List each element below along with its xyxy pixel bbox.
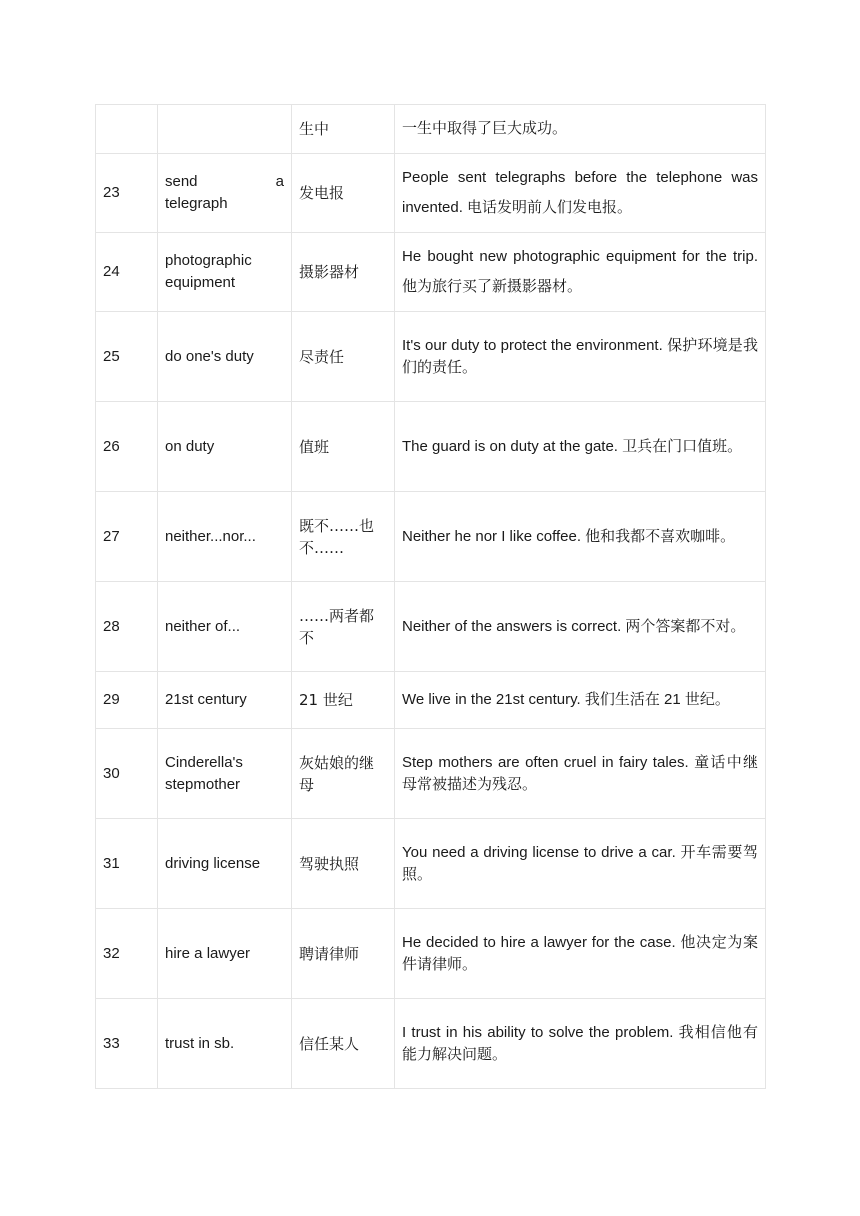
table-row — [96, 154, 766, 233]
chinese-meaning-cell: 尽责任 — [292, 312, 395, 402]
chinese-meaning-cell: 既不……也不…… — [292, 492, 395, 582]
vocabulary-table — [95, 104, 766, 1089]
example-sentence-cell: We live in the 21st century. 我们生活在 21 世纪。 — [395, 672, 766, 729]
example-sentence-cell: He bought new photographic equipment for the trip. 他为旅行买了新摄影器材。 — [395, 233, 766, 312]
chinese-meaning-cell: 摄影器材 — [292, 233, 395, 312]
table-row — [96, 999, 766, 1089]
row-number: 27 — [96, 492, 158, 582]
chinese-meaning-cell: 信任某人 — [292, 999, 395, 1089]
row-number: 29 — [96, 672, 158, 729]
table-row — [96, 729, 766, 819]
phrase-cell — [158, 105, 292, 154]
example-sentence-cell: Neither of the answers is correct. 两个答案都不对。 — [395, 582, 766, 672]
row-number: 32 — [96, 909, 158, 999]
table-row — [96, 105, 766, 154]
row-number: 28 — [96, 582, 158, 672]
row-number: 26 — [96, 402, 158, 492]
table-row — [96, 233, 766, 312]
chinese-meaning-cell: 驾驶执照 — [292, 819, 395, 909]
example-sentence-cell: Neither he nor I like coffee. 他和我都不喜欢咖啡。 — [395, 492, 766, 582]
phrase-word: telegraph — [165, 195, 228, 212]
row-number: 25 — [96, 312, 158, 402]
row-number: 24 — [96, 233, 158, 312]
row-number: 23 — [96, 154, 158, 233]
table-row — [96, 819, 766, 909]
example-sentence-cell: The guard is on duty at the gate. 卫兵在门口值班。 — [395, 402, 766, 492]
example-sentence-cell: Step mothers are often cruel in fairy tales. 童话中继母常被描述为残忍。 — [395, 729, 766, 819]
example-sentence-cell: You need a driving license to drive a car. 开车需要驾照。 — [395, 819, 766, 909]
example-sentence-cell: It's our duty to protect the environment. 保护环境是我们的责任。 — [395, 312, 766, 402]
chinese-meaning-cell: 值班 — [292, 402, 395, 492]
example-sentence-cell: 一生中取得了巨大成功。 — [395, 105, 766, 154]
chinese-meaning-cell: ……两者都不 — [292, 582, 395, 672]
phrase-cell: driving license — [158, 819, 292, 909]
table-row — [96, 582, 766, 672]
table-row — [96, 909, 766, 999]
row-number: 30 — [96, 729, 158, 819]
phrase-word: send — [165, 173, 198, 190]
phrase-cell: neither...nor... — [158, 492, 292, 582]
example-sentence-cell: He decided to hire a lawyer for the case. 他决定为案件请律师。 — [395, 909, 766, 999]
example-sentence-cell: People sent telegraphs before the telephone was invented. 电话发明前人们发电报。 — [395, 154, 766, 233]
chinese-meaning-cell: 灰姑娘的继母 — [292, 729, 395, 819]
phrase-cell: neither of... — [158, 582, 292, 672]
chinese-meaning-cell: 21 世纪 — [292, 672, 395, 729]
table-row — [96, 312, 766, 402]
table-row — [96, 672, 766, 729]
row-number: 33 — [96, 999, 158, 1089]
table-row — [96, 492, 766, 582]
row-number — [96, 105, 158, 154]
phrase-cell: Cinderella's stepmother — [158, 729, 292, 819]
example-sentence-cell: I trust in his ability to solve the problem. 我相信他有能力解决问题。 — [395, 999, 766, 1089]
phrase-cell: do one's duty — [158, 312, 292, 402]
row-number: 31 — [96, 819, 158, 909]
phrase-cell: photographic equipment — [158, 233, 292, 312]
chinese-meaning-cell: 生中 — [292, 105, 395, 154]
chinese-meaning-cell: 聘请律师 — [292, 909, 395, 999]
phrase-cell — [158, 154, 292, 233]
phrase-cell: hire a lawyer — [158, 909, 292, 999]
table-row — [96, 402, 766, 492]
chinese-meaning-cell: 发电报 — [292, 154, 395, 233]
phrase-cell: on duty — [158, 402, 292, 492]
phrase-cell: trust in sb. — [158, 999, 292, 1089]
phrase-word: a — [275, 173, 284, 190]
phrase-cell: 21st century — [158, 672, 292, 729]
